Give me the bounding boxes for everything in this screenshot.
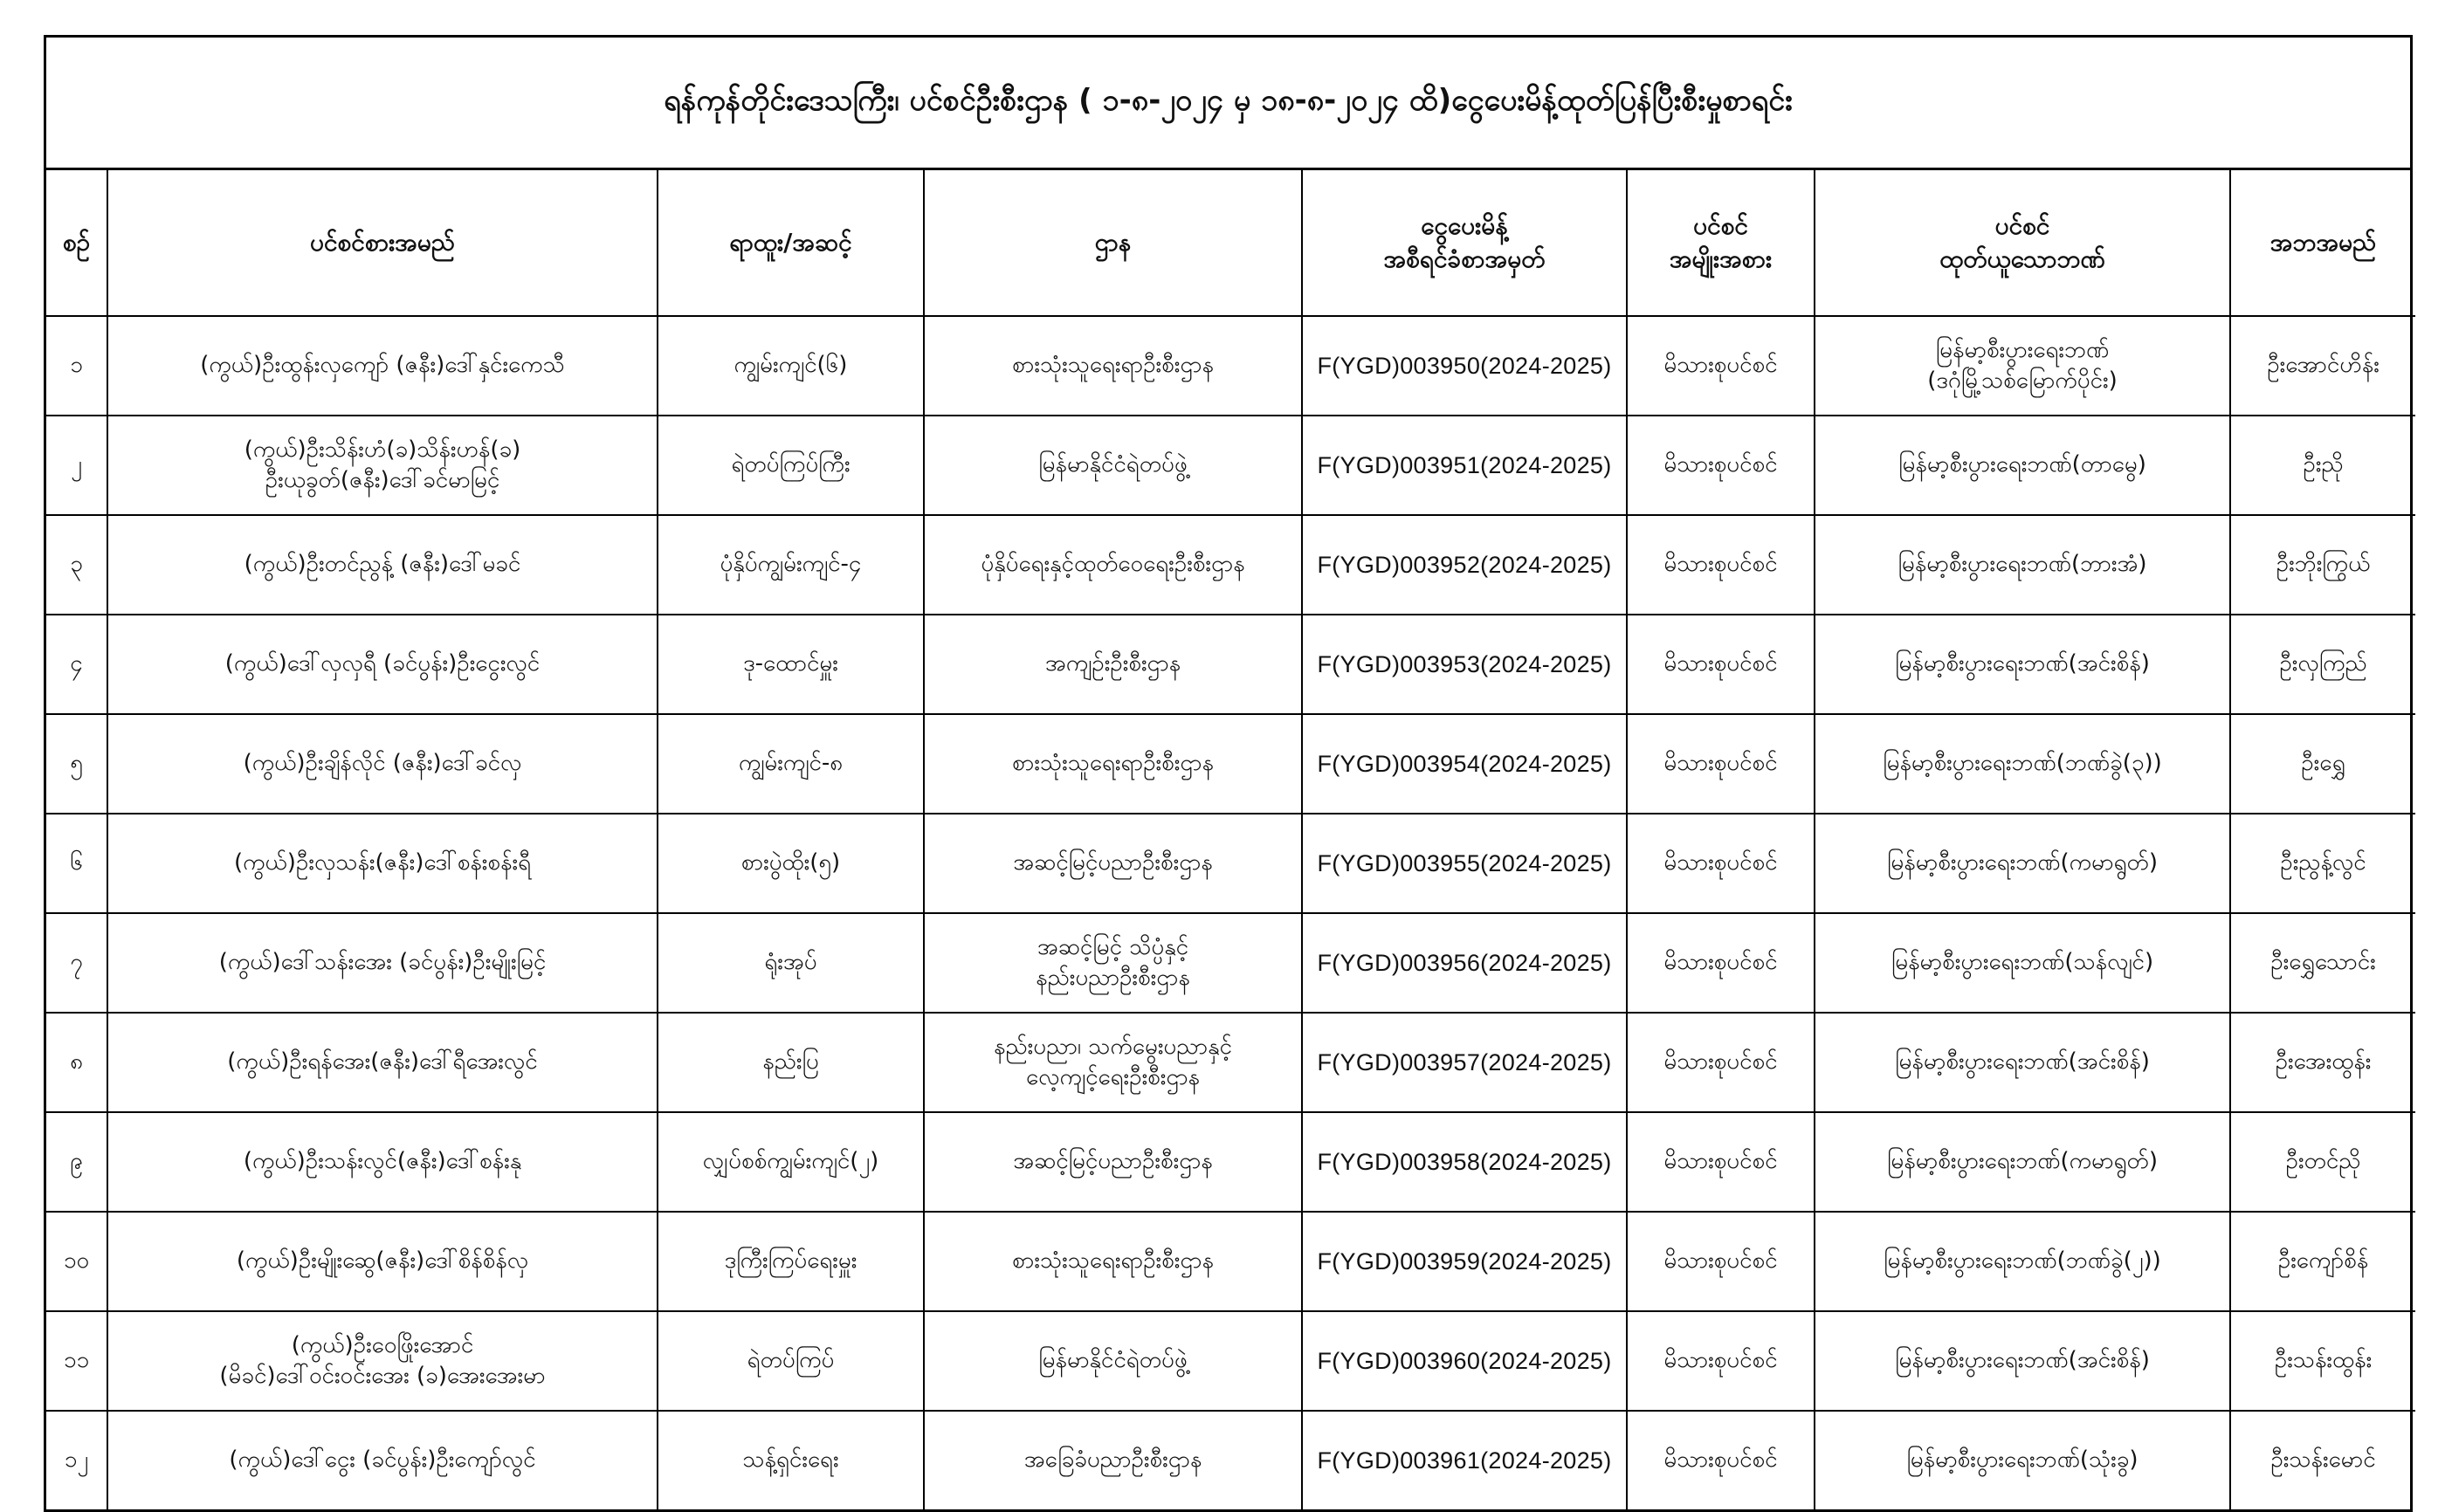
cell-reference: F(YGD)003953(2024-2025): [1302, 615, 1627, 714]
cell-no: ၅: [46, 714, 107, 814]
cell-name: (ကွယ်)ဒေါ်လှလှရီ (ခင်ပွန်း)ဦးငွေးလွင်: [107, 615, 658, 714]
cell-department: အဆင့်မြင့် သိပ္ပံနှင့် နည်းပညာဦးစီးဌာန: [924, 913, 1302, 1013]
cell-department: မြန်မာနိုင်ငံရဲတပ်ဖွဲ့: [924, 416, 1302, 515]
cell-name: (ကွယ်)ဒေါ်သန်းအေး (ခင်ပွန်း)ဦးမျိုးမြင့်: [107, 913, 658, 1013]
cell-father-name: ဦးအေးထွန်း: [2230, 1013, 2415, 1112]
cell-pension-type: မိသားစုပင်စင်: [1627, 615, 1815, 714]
cell-department: နည်းပညာ၊ သက်မွေးပညာနှင့် လေ့ကျင့်ရေးဦးစီးဌာန: [924, 1013, 1302, 1112]
cell-no: ၁၂: [46, 1411, 107, 1509]
cell-father-name: ဦးသန်းမောင်: [2230, 1411, 2415, 1509]
cell-rank: ရုံးအုပ်: [658, 913, 924, 1013]
cell-bank: မြန်မာ့စီးပွားရေးဘဏ်(ဘားအံ): [1815, 515, 2230, 615]
cell-name: (ကွယ်)ဒေါ်ငွေး (ခင်ပွန်း)ဦးကျော်လွင်: [107, 1411, 658, 1509]
cell-department: ပုံနှိပ်ရေးနှင့်ထုတ်ဝေရေးဦးစီးဌာန: [924, 515, 1302, 615]
header-bank: ပင်စင် ထုတ်ယူသောဘဏ်: [1815, 170, 2230, 316]
header-department: ဌာန: [924, 170, 1302, 316]
cell-reference: F(YGD)003960(2024-2025): [1302, 1311, 1627, 1411]
cell-father-name: ဦးကျော်စိန်: [2230, 1212, 2415, 1311]
cell-pension-type: မိသားစုပင်စင်: [1627, 515, 1815, 615]
cell-rank: ရဲတပ်ကြပ်: [658, 1311, 924, 1411]
cell-name: (ကွယ်)ဦးတင်ညွန့် (ဇနီး)ဒေါ်မခင်: [107, 515, 658, 615]
table-row: [46, 316, 2415, 416]
pension-table-sheet: [44, 35, 2413, 1512]
cell-rank: ကျွမ်းကျင်(၆): [658, 316, 924, 416]
cell-reference: F(YGD)003956(2024-2025): [1302, 913, 1627, 1013]
table-row: [46, 714, 2415, 814]
header-name: ပင်စင်စားအမည်: [107, 170, 658, 316]
cell-father-name: ဦးသန်းထွန်း: [2230, 1311, 2415, 1411]
cell-reference: F(YGD)003961(2024-2025): [1302, 1411, 1627, 1509]
cell-bank: မြန်မာ့စီးပွားရေးဘဏ်(အင်းစိန်): [1815, 1013, 2230, 1112]
header-rank: ရာထူး/အဆင့်: [658, 170, 924, 316]
table-row: [46, 416, 2415, 515]
cell-father-name: ဦးဘိုးကြွယ်: [2230, 515, 2415, 615]
cell-name: (ကွယ်)ဦးသန်းလွင်(ဇနီး)ဒေါ်စန်းနု: [107, 1112, 658, 1212]
table-row: [46, 615, 2415, 714]
cell-department: အဆင့်မြင့်ပညာဦးစီးဌာန: [924, 1112, 1302, 1212]
cell-no: ၁၀: [46, 1212, 107, 1311]
cell-reference: F(YGD)003957(2024-2025): [1302, 1013, 1627, 1112]
cell-department: စားသုံးသူရေးရာဦးစီးဌာန: [924, 714, 1302, 814]
cell-no: ၄: [46, 615, 107, 714]
cell-reference: F(YGD)003951(2024-2025): [1302, 416, 1627, 515]
cell-reference: F(YGD)003958(2024-2025): [1302, 1112, 1627, 1212]
cell-department: အကျဉ်းဦးစီးဌာန: [924, 615, 1302, 714]
table-row: [46, 515, 2415, 615]
cell-name: (ကွယ်)ဦးဝေဖြိုးအောင် (မိခင်)ဒေါ်ဝင်းဝင်းအေး (ခ)အေးအေးမာ: [107, 1311, 658, 1411]
document-title: ရန်ကုန်တိုင်းဒေသကြီး၊ ပင်စင်ဦးစီးဌာန ( ၁-၈-၂၀၂၄ မှ ၁၈-၈-၂၀၂၄ ထိ)ငွေပေးမိန့်ထုတ်ပြန်ပြီးစီးမှုစာရင်း: [46, 38, 2410, 170]
pension-table: [46, 170, 2415, 1509]
table-row: [46, 814, 2415, 913]
cell-no: ၈: [46, 1013, 107, 1112]
cell-department: မြန်မာနိုင်ငံရဲတပ်ဖွဲ့: [924, 1311, 1302, 1411]
cell-rank: လျှပ်စစ်ကျွမ်းကျင်(၂): [658, 1112, 924, 1212]
cell-no: ၉: [46, 1112, 107, 1212]
cell-bank: မြန်မာ့စီးပွားရေးဘဏ်(သန်လျင်): [1815, 913, 2230, 1013]
cell-reference: F(YGD)003955(2024-2025): [1302, 814, 1627, 913]
table-row: [46, 1212, 2415, 1311]
cell-father-name: ဦးညို: [2230, 416, 2415, 515]
cell-pension-type: မိသားစုပင်စင်: [1627, 1311, 1815, 1411]
cell-rank: ဒုကြီးကြပ်ရေးမှူး: [658, 1212, 924, 1311]
cell-bank: မြန်မာ့စီးပွားရေးဘဏ်(ဘဏ်ခွဲ(၂)): [1815, 1212, 2230, 1311]
cell-no: ၁၁: [46, 1311, 107, 1411]
header-pension-type: ပင်စင် အမျိုးအစား: [1627, 170, 1815, 316]
cell-bank: မြန်မာ့စီးပွားရေးဘဏ်(ကမာရွတ်): [1815, 814, 2230, 913]
cell-father-name: ဦးလှကြည်: [2230, 615, 2415, 714]
cell-name: (ကွယ်)ဦးမျိုးဆွေ(ဇနီး)ဒေါ်စိန်စိန်လှ: [107, 1212, 658, 1311]
table-row: [46, 1311, 2415, 1411]
cell-bank: မြန်မာ့စီးပွားရေးဘဏ် (ဒဂုံမြို့သစ်မြောက်ပိုင်း): [1815, 316, 2230, 416]
cell-rank: ပုံနှိပ်ကျွမ်းကျင်-၄: [658, 515, 924, 615]
cell-reference: F(YGD)003952(2024-2025): [1302, 515, 1627, 615]
cell-rank: ကျွမ်းကျင်-၈: [658, 714, 924, 814]
cell-pension-type: မိသားစုပင်စင်: [1627, 714, 1815, 814]
table-row: [46, 1411, 2415, 1509]
cell-no: ၂: [46, 416, 107, 515]
cell-pension-type: မိသားစုပင်စင်: [1627, 1112, 1815, 1212]
cell-pension-type: မိသားစုပင်စင်: [1627, 416, 1815, 515]
cell-no: ၆: [46, 814, 107, 913]
cell-pension-type: မိသားစုပင်စင်: [1627, 1013, 1815, 1112]
cell-bank: မြန်မာ့စီးပွားရေးဘဏ်(ဘဏ်ခွဲ(၃)): [1815, 714, 2230, 814]
cell-pension-type: မိသားစုပင်စင်: [1627, 316, 1815, 416]
cell-bank: မြန်မာ့စီးပွားရေးဘဏ်(တာမွေ): [1815, 416, 2230, 515]
cell-reference: F(YGD)003950(2024-2025): [1302, 316, 1627, 416]
cell-rank: နည်းပြ: [658, 1013, 924, 1112]
cell-no: ၃: [46, 515, 107, 615]
cell-department: အဆင့်မြင့်ပညာဦးစီးဌာန: [924, 814, 1302, 913]
cell-father-name: ဦးတင်ညို: [2230, 1112, 2415, 1212]
cell-pension-type: မိသားစုပင်စင်: [1627, 1212, 1815, 1311]
cell-rank: ဒု-ထောင်မှူး: [658, 615, 924, 714]
cell-pension-type: မိသားစုပင်စင်: [1627, 1411, 1815, 1509]
cell-father-name: ဦးရွှေသောင်း: [2230, 913, 2415, 1013]
cell-father-name: ဦးညွန့်လွင်: [2230, 814, 2415, 913]
cell-name: (ကွယ်)ဦးထွန်းလှကျော် (ဇနီး)ဒေါ်နှင်းကေသီ: [107, 316, 658, 416]
cell-father-name: ဦးရွှေ: [2230, 714, 2415, 814]
cell-pension-type: မိသားစုပင်စင်: [1627, 913, 1815, 1013]
cell-reference: F(YGD)003959(2024-2025): [1302, 1212, 1627, 1311]
table-row: [46, 1112, 2415, 1212]
cell-pension-type: မိသားစုပင်စင်: [1627, 814, 1815, 913]
table-row: [46, 913, 2415, 1013]
cell-bank: မြန်မာ့စီးပွားရေးဘဏ်(ကမာရွတ်): [1815, 1112, 2230, 1212]
cell-no: ၇: [46, 913, 107, 1013]
cell-department: စားသုံးသူရေးရာဦးစီးဌာန: [924, 1212, 1302, 1311]
table-row: [46, 1013, 2415, 1112]
cell-bank: မြန်မာ့စီးပွားရေးဘဏ်(သုံးခွ): [1815, 1411, 2230, 1509]
header-father-name: အဘအမည်: [2230, 170, 2415, 316]
header-row: [46, 170, 2415, 316]
cell-department: အခြေခံပညာဦးစီးဌာန: [924, 1411, 1302, 1509]
cell-name: (ကွယ်)ဦးသိန်းဟံ(ခ)သိန်းဟန်(ခ) ဦးယုခွတ်(ဇနီး)ဒေါ်ခင်မာမြင့်: [107, 416, 658, 515]
cell-name: (ကွယ်)ဦးလှသန်း(ဇနီး)ဒေါ်စန်းစန်းရီ: [107, 814, 658, 913]
cell-department: စားသုံးသူရေးရာဦးစီးဌာန: [924, 316, 1302, 416]
cell-rank: သန့်ရှင်းရေး: [658, 1411, 924, 1509]
cell-bank: မြန်မာ့စီးပွားရေးဘဏ်(အင်းစိန်): [1815, 615, 2230, 714]
cell-name: (ကွယ်)ဦးရန်အေး(ဇနီး)ဒေါ်ရီအေးလွင်: [107, 1013, 658, 1112]
cell-bank: မြန်မာ့စီးပွားရေးဘဏ်(အင်းစိန်): [1815, 1311, 2230, 1411]
header-reference: ငွေပေးမိန့် အစီရင်ခံစာအမှတ်: [1302, 170, 1627, 316]
cell-father-name: ဦးအောင်ဟိန်း: [2230, 316, 2415, 416]
cell-rank: စားပွဲထိုး(၅): [658, 814, 924, 913]
header-no: စဉ်: [46, 170, 107, 316]
cell-rank: ရဲတပ်ကြပ်ကြီး: [658, 416, 924, 515]
cell-reference: F(YGD)003954(2024-2025): [1302, 714, 1627, 814]
cell-name: (ကွယ်)ဦးချိန်လိုင် (ဇနီး)ဒေါ်ခင်လှ: [107, 714, 658, 814]
cell-no: ၁: [46, 316, 107, 416]
